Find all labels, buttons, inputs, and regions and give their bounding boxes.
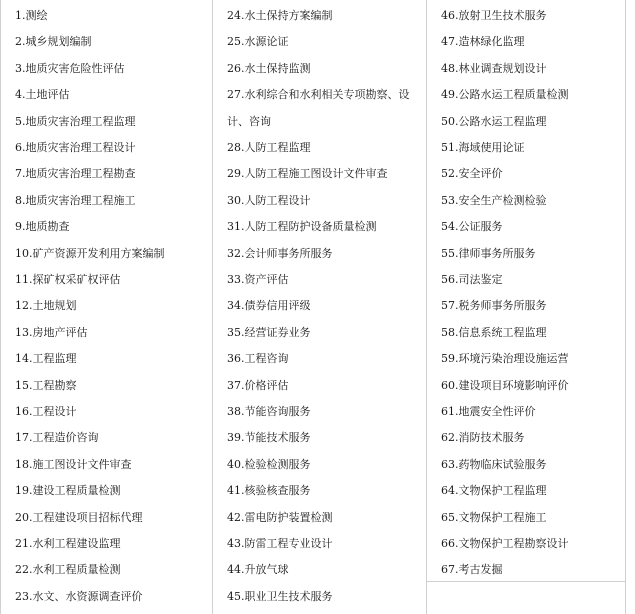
list-item: 25.水源论证 — [227, 35, 289, 49]
column-2 — [213, 0, 427, 614]
list-item: 56.司法鉴定 — [441, 273, 503, 286]
list-item: 3.地质灾害危险性评估 — [15, 61, 125, 75]
list-item: 26.水土保持监测 — [227, 61, 311, 75]
list-item: 62.消防技术服务 — [441, 431, 525, 445]
list-item: 14.工程监理 — [15, 352, 77, 366]
list-item: 43.防雷工程专业设计 — [227, 537, 333, 550]
list-item: 9.地质勘查 — [15, 220, 70, 234]
list-item: 23.水文、水资源调查评价 — [15, 589, 143, 603]
list-item: 55.律师事务所服务 — [441, 246, 536, 260]
list-item: 5.地质灾害治理工程监理 — [15, 114, 136, 128]
list-item: 40.检验检测服务 — [227, 457, 311, 471]
list-item: 54.公证服务 — [441, 220, 503, 234]
list-item: 30.人防工程设计 — [227, 193, 311, 207]
list-item: 6.地质灾害治理工程设计 — [15, 141, 136, 154]
list-item: 39.节能技术服务 — [227, 431, 311, 445]
list-item: 51.海域使用论证 — [441, 141, 525, 154]
list-item: 22.水利工程质量检测 — [15, 563, 121, 577]
list-item: 41.核验核查服务 — [227, 484, 311, 498]
list-item: 29.人防工程施工图设计文件审查 — [227, 167, 388, 181]
list-item: 36.工程咨询 — [227, 352, 289, 366]
list-item: 28.人防工程监理 — [227, 141, 311, 154]
list-item: 44.升放气球 — [227, 563, 289, 577]
list-item: 52.安全评价 — [441, 167, 503, 181]
list-item: 2.城乡规划编制 — [15, 35, 92, 49]
list-item: 17.工程造价咨询 — [15, 431, 99, 445]
list-item: 34.债券信用评级 — [227, 299, 311, 313]
list-item: 16.工程设计 — [15, 405, 77, 418]
list-item: 38.节能咨询服务 — [227, 405, 311, 418]
list-item: 58.信息系统工程监理 — [441, 325, 547, 339]
list-item: 20.工程建设项目招标代理 — [15, 510, 143, 524]
list-item: 37.价格评估 — [227, 378, 289, 392]
list-item: 63.药物临床试验服务 — [441, 457, 547, 471]
list-item: 64.文物保护工程监理 — [441, 484, 547, 498]
list-item: 18.施工图设计文件审查 — [15, 457, 132, 471]
list-item: 59.环境污染治理设施运营 — [441, 352, 569, 366]
list-item: 4.土地评估 — [15, 88, 70, 102]
list-item: 12.土地规划 — [15, 299, 77, 313]
column-1 — [1, 0, 213, 614]
list-item: 27.水利综合和水利相关专项勘察、设 — [227, 88, 410, 102]
list-item: 19.建设工程质量检测 — [15, 484, 121, 498]
column-3-bottom-border — [426, 581, 626, 582]
list-item: 10.矿产资源开发利用方案编制 — [15, 246, 165, 260]
list-item: 15.工程勘察 — [15, 378, 77, 392]
list-item: 11.探矿权采矿权评估 — [15, 273, 121, 286]
list-item: 35.经营证券业务 — [227, 325, 311, 339]
list-item: 31.人防工程防护设备质量检测 — [227, 220, 377, 234]
list-item: 24.水土保持方案编制 — [227, 9, 333, 22]
list-item: 67.考古发掘 — [441, 563, 503, 577]
list-item: 53.安全生产检测检验 — [441, 193, 547, 207]
list-item: 61.地震安全性评价 — [441, 405, 536, 418]
list-item: 65.文物保护工程施工 — [441, 510, 547, 524]
list-item: 57.税务师事务所服务 — [441, 299, 547, 313]
list-item: 46.放射卫生技术服务 — [441, 9, 547, 22]
list-item: 21.水利工程建设监理 — [15, 537, 121, 550]
list-item: 1.测绘 — [15, 9, 48, 22]
list-item: 50.公路水运工程监理 — [441, 114, 547, 128]
column-3 — [427, 0, 627, 614]
list-item: 7.地质灾害治理工程勘查 — [15, 167, 136, 181]
list-item: 42.雷电防护装置检测 — [227, 510, 333, 524]
list-item: 13.房地产评估 — [15, 325, 88, 339]
list-item: 32.会计师事务所服务 — [227, 246, 333, 260]
list-item: 60.建设项目环境影响评价 — [441, 378, 569, 392]
list-item: 66.文物保护工程勘察设计 — [441, 537, 569, 550]
list-item: 47.造林绿化监理 — [441, 35, 525, 49]
list-item: 45.职业卫生技术服务 — [227, 589, 333, 603]
list-item: 49.公路水运工程质量检测 — [441, 88, 569, 102]
list-item: 8.地质灾害治理工程施工 — [15, 193, 136, 207]
list-item: 计、咨询 — [227, 114, 271, 128]
list-item: 48.林业调查规划设计 — [441, 61, 547, 75]
list-item: 33.资产评估 — [227, 273, 289, 286]
